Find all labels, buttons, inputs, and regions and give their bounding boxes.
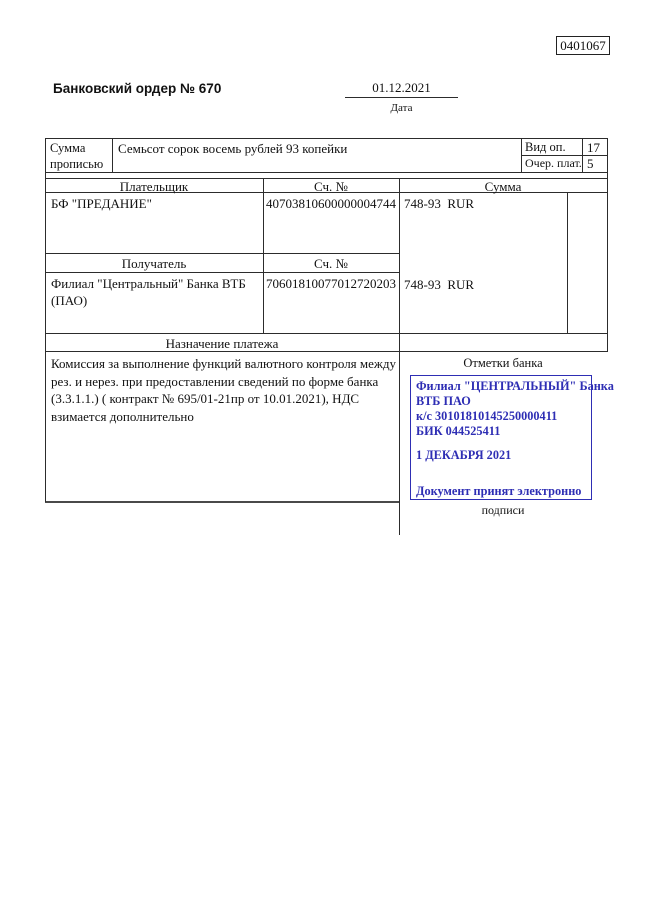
- amount-words-label: Сумма прописью: [50, 141, 104, 171]
- stamp-corr-account: к/с 30101810145250000411: [416, 409, 558, 423]
- grid-line: [567, 192, 568, 333]
- grid-line: [45, 172, 608, 173]
- grid-line: [45, 272, 400, 273]
- amount-payee-value: 748-93 RUR: [404, 277, 475, 292]
- payee-account-header: Сч. №: [314, 256, 348, 271]
- payer-account: 40703810600000004744: [266, 196, 396, 211]
- grid-line: [45, 333, 608, 334]
- payment-priority-value: 5: [587, 156, 594, 171]
- payer-name: БФ "ПРЕДАНИЕ": [51, 196, 152, 211]
- form-code: 0401067: [560, 38, 606, 53]
- date-value: 01.12.2021: [372, 80, 431, 95]
- form-code-box: [556, 36, 610, 55]
- page-title: Банковский ордер № 670: [53, 81, 222, 96]
- operation-type-value: 17: [587, 140, 600, 155]
- stamp-bik: БИК 044525411: [416, 424, 501, 438]
- payee-account: 70601810077012720203: [266, 276, 396, 291]
- payer-account-header: Сч. №: [314, 179, 348, 194]
- payee-name: Филиал "Центральный" Банка ВТБ (ПАО): [51, 276, 246, 308]
- purpose-text: Комиссия за выполнение функций валютного контроля между рез. и нерез. при предоставлении сведений по форме банка (3.3.1.1.) ( контракт № 695/01-21пр от 10.01.2021), НДС взимается дополнительно: [51, 356, 397, 424]
- stamp-footer: Документ принят электронно: [416, 484, 582, 498]
- grid-line: [582, 138, 583, 172]
- stamp-date: 1 ДЕКАБРЯ 2021: [416, 448, 512, 462]
- grid-line: [112, 138, 113, 172]
- operation-type-label: Вид оп.: [525, 140, 566, 154]
- grid-line: [607, 138, 608, 351]
- bank-marks-header: Отметки банка: [463, 356, 543, 370]
- signatures-label: подписи: [481, 503, 525, 517]
- payee-header: Получатель: [121, 256, 187, 271]
- stamp-bank-name-line2: ВТБ ПАО: [416, 394, 471, 408]
- date-underline: [345, 97, 458, 98]
- bank-stamp: [410, 375, 614, 500]
- amount-header: Сумма: [484, 179, 522, 194]
- grid-line: [45, 138, 608, 139]
- date-label: Дата: [390, 102, 413, 114]
- payer-header: Плательщик: [119, 179, 189, 194]
- payment-priority-label: Очер. плат.: [525, 156, 582, 170]
- purpose-header: Назначение платежа: [165, 336, 279, 351]
- grid-line: [521, 138, 522, 172]
- amount-payer-value: 748-93 RUR: [404, 196, 475, 211]
- grid-line: [45, 253, 400, 254]
- grid-line: [45, 501, 400, 503]
- stamp-bank-name-line1: Филиал "ЦЕНТРАЛЬНЫЙ" Банка: [416, 379, 614, 393]
- amount-words-value: Семьсот сорок восемь рублей 93 копейки: [118, 141, 348, 156]
- grid-line: [45, 351, 608, 352]
